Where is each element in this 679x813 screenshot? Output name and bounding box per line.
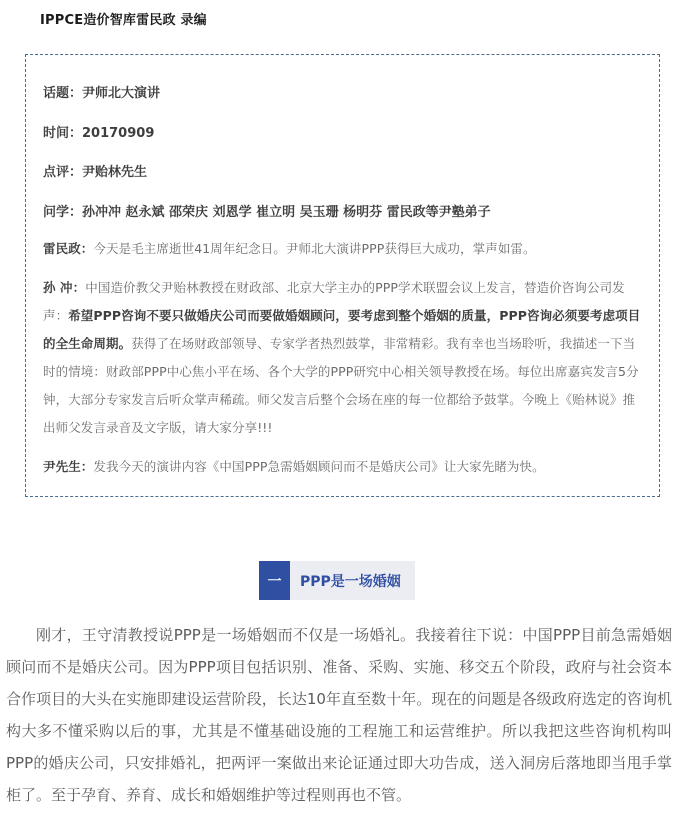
author-byline: IPPCE造价智库雷民政 录编 [40,13,207,28]
remark-text: 获得了在场财政部领导、专家学者热烈鼓掌，非常精彩。我有幸也当场聆听，我描述一下当时的情境：财政部PPP中心焦小平在场、各个大学的PPP研究中心相关领导教授在场。每位出席嘉宾发言5分钟，大部分专家发言后听众掌声稀疏。师父发言后整个会场在座的每一位都给予鼓掌。今晚上《贻林说》推出师父发言录音及文字版，请大家分享!!! [43,336,639,435]
topic-line: 话题：尹师北大演讲 [43,86,161,101]
remark-emphasis: 希望PPP咨询不要只做婚庆公司而要做婚姻顾问，要考虑到整个婚姻的质量，PPP咨询必须要考虑项目的全生命周期。 [43,308,641,351]
section-title: PPP是一场婚姻 [290,561,415,600]
section-heading [259,561,415,600]
speaker-name: 尹先生： [43,459,94,474]
sun-remark [43,274,641,442]
time-line: 时间：20170909 [43,126,155,141]
review-line: 点评：尹贻林先生 [43,165,148,180]
questioners-line: 问学：孙冲冲 赵永斌 邵荣庆 刘恩学 崔立明 吴玉珊 杨明芬 雷民政等尹塾弟子 [43,205,491,220]
section-number-marker: 一 [259,561,290,600]
remark-text: 今天是毛主席逝世41周年纪念日。尹师北大演讲PPP获得巨大成功，掌声如雷。 [93,241,536,256]
speaker-name: 雷民政： [43,241,94,256]
remark-text: 中国造价教父尹贻林教授在财政部、北京大学主办的PPP学术联盟会议上发言，替造价咨询公司发声： [43,280,625,323]
lei-remark [43,235,641,263]
yin-remark [43,453,641,481]
speaker-name: 孙 冲： [43,280,86,295]
remark-text: 发我今天的演讲内容《中国PPP急需婚姻顾问而不是婚庆公司》让大家先睹为快。 [93,459,545,474]
dialogue-note-box [25,54,660,497]
article-paragraph: 刚才，王守清教授说PPP是一场婚姻而不仅是一场婚礼。我接着往下说：中国PPP目前急需婚姻顾问而不是婚庆公司。因为PPP项目包括识别、准备、采购、实施、移交五个阶段，政府与社会资本合作项目的大头在实施即建设运营阶段，长达10年直至数十年。现在的问题是各级政府选定的咨询机构大多不懂采购以后的事，尤其是不懂基础设施的工程施工和运营维护。所以我把这些咨询机构叫PPP的婚庆公司，只安排婚礼，把两评一案做出来论证通过即大功告成，送入洞房后落地即当甩手掌柜了。至于孕育、养育、成长和婚姻维护等过程则再也不管。 [6,626,672,804]
